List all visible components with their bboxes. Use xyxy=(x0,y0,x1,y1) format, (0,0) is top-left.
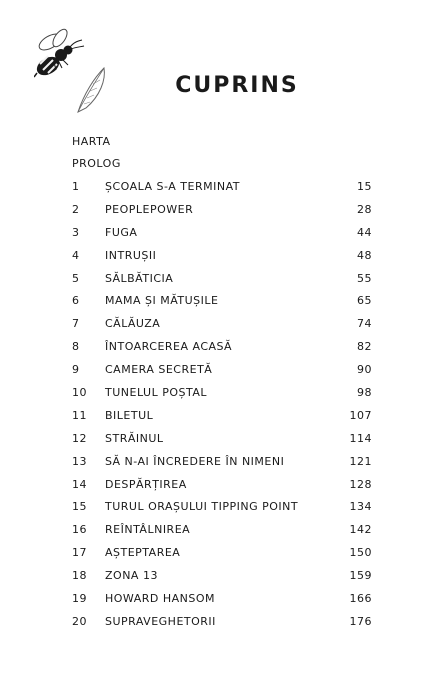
chapter-title: ÎNTOARCEREA ACASĂ xyxy=(105,340,233,354)
chapter-title: ZONA 13 xyxy=(105,569,158,583)
chapter-title: MAMA ȘI MĂTUȘILE xyxy=(105,294,219,308)
toc-row xyxy=(72,340,372,363)
chapter-number: 15 xyxy=(72,500,87,514)
chapter-number: 7 xyxy=(72,317,80,331)
toc-row xyxy=(72,546,372,569)
chapter-number: 19 xyxy=(72,592,87,606)
page-title: CUPRINS xyxy=(175,73,299,98)
toc-row xyxy=(72,363,372,386)
chapter-title: SĂ N-AI ÎNCREDERE ÎN NIMENI xyxy=(105,454,285,468)
toc-row xyxy=(72,478,372,501)
chapter-title: FUGA xyxy=(105,225,138,239)
table-of-contents xyxy=(72,180,372,638)
chapter-title: CAMERA SECRETĂ xyxy=(105,363,213,377)
chapter-title: INTRUȘII xyxy=(105,248,157,262)
chapter-page-number: 142 xyxy=(349,523,372,537)
chapter-title: ȘCOALA S-A TERMINAT xyxy=(105,180,240,193)
toc-row xyxy=(72,203,372,226)
chapter-title: AȘTEPTAREA xyxy=(105,546,181,560)
chapter-page-number: 90 xyxy=(357,363,372,377)
chapter-page-number: 107 xyxy=(349,408,372,422)
toc-row xyxy=(72,294,372,317)
chapter-number: 10 xyxy=(72,386,87,400)
chapter-page-number: 134 xyxy=(349,500,372,514)
chapter-page-number: 15 xyxy=(357,180,372,193)
toc-row xyxy=(72,317,372,340)
chapter-page-number: 28 xyxy=(357,202,372,216)
toc-row xyxy=(72,432,372,455)
chapter-number: 11 xyxy=(72,408,87,422)
chapter-title: CĂLĂUZA xyxy=(105,317,161,331)
toc-row xyxy=(72,249,372,272)
toc-row xyxy=(72,180,372,203)
toc-row xyxy=(72,386,372,409)
chapter-title: STRĂINUL xyxy=(105,431,164,445)
chapter-page-number: 176 xyxy=(349,614,372,628)
chapter-page-number: 65 xyxy=(357,294,372,308)
chapter-page-number: 48 xyxy=(357,248,372,262)
chapter-title: TUNELUL POȘTAL xyxy=(105,386,207,400)
chapter-page-number: 74 xyxy=(357,317,372,331)
chapter-page-number: 159 xyxy=(349,569,372,583)
chapter-title: HOWARD HANSOM xyxy=(105,592,215,606)
chapter-page-number: 55 xyxy=(357,271,372,285)
chapter-number: 8 xyxy=(72,340,80,354)
chapter-title: SUPRAVEGHETORII xyxy=(105,614,216,628)
chapter-number: 13 xyxy=(72,454,87,468)
toc-row xyxy=(72,523,372,546)
chapter-page-number: 121 xyxy=(349,454,372,468)
bee-icon xyxy=(34,28,84,79)
toc-row xyxy=(72,409,372,432)
chapter-number: 6 xyxy=(72,294,80,308)
chapter-page-number: 150 xyxy=(349,546,372,560)
chapter-title: REÎNTÂLNIREA xyxy=(105,523,191,537)
toc-entry-prologue: PROLOG xyxy=(72,157,121,170)
toc-row xyxy=(72,455,372,478)
chapter-number: 1 xyxy=(72,180,80,193)
chapter-number: 16 xyxy=(72,523,87,537)
chapter-title: PEOPLEPOWER xyxy=(105,202,194,216)
chapter-number: 17 xyxy=(72,546,87,560)
chapter-title: SĂLBĂTICIA xyxy=(105,271,174,285)
chapter-number: 2 xyxy=(72,202,80,216)
chapter-title: TURUL ORAȘULUI TIPPING POINT xyxy=(105,500,299,514)
chapter-number: 18 xyxy=(72,569,87,583)
chapter-number: 14 xyxy=(72,477,87,491)
chapter-page-number: 128 xyxy=(349,477,372,491)
chapter-number: 9 xyxy=(72,363,80,377)
toc-row xyxy=(72,226,372,249)
toc-row xyxy=(72,272,372,295)
toc-row xyxy=(72,615,372,638)
chapter-number: 5 xyxy=(72,271,80,285)
chapter-number: 20 xyxy=(72,614,87,628)
chapter-page-number: 166 xyxy=(349,592,372,606)
chapter-number: 4 xyxy=(72,248,80,262)
chapter-page-number: 114 xyxy=(349,431,372,445)
chapter-title: BILETUL xyxy=(105,408,154,422)
chapter-number: 3 xyxy=(72,225,80,239)
chapter-page-number: 44 xyxy=(357,225,372,239)
toc-row xyxy=(72,592,372,615)
chapter-page-number: 82 xyxy=(357,340,372,354)
chapter-page-number: 98 xyxy=(357,386,372,400)
chapter-title: DESPĂRȚIREA xyxy=(105,477,187,491)
toc-entry-map: HARTA xyxy=(72,135,111,148)
toc-row xyxy=(72,500,372,523)
chapter-number: 12 xyxy=(72,431,87,445)
toc-row xyxy=(72,569,372,592)
